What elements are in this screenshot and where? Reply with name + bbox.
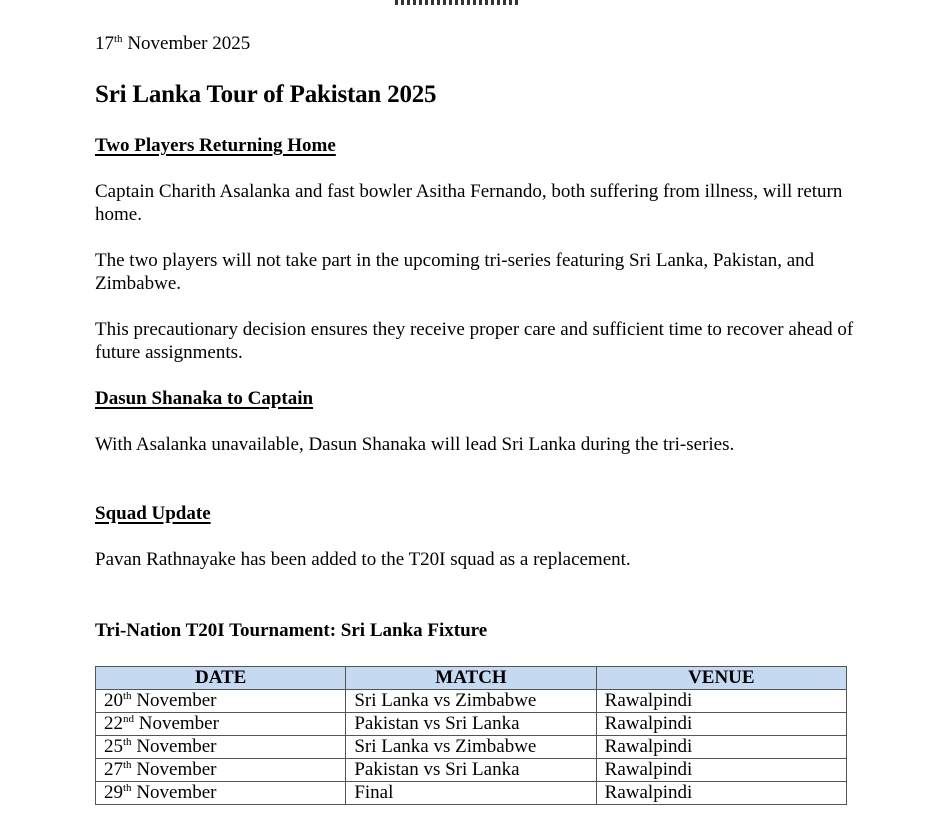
date-day: 17 — [95, 33, 114, 54]
cell-venue: Rawalpindi — [596, 782, 846, 805]
date-month: November — [131, 736, 217, 757]
table-row — [96, 736, 847, 759]
paragraph-not-take-part: The two players will not take part in the upcoming tri-series featuring Sri Lanka, Pakistan, and Zimbabwe. — [95, 250, 815, 294]
table-row — [96, 782, 847, 805]
cell-match: Pakistan vs Sri Lanka — [346, 713, 596, 736]
table-row — [96, 690, 847, 713]
cell-match: Pakistan vs Sri Lanka — [346, 759, 596, 782]
paragraph-precautionary: This precautionary decision ensures they receive proper care and sufficient time to recover ahead of future assignments. — [95, 319, 854, 363]
cell-date — [96, 736, 346, 759]
cell-date — [96, 713, 346, 736]
cell-match: Sri Lanka vs Zimbabwe — [346, 690, 596, 713]
date-day: 29 — [104, 782, 123, 803]
cell-venue: Rawalpindi — [596, 736, 846, 759]
release-date — [95, 33, 250, 55]
date-month: November — [131, 782, 217, 803]
table-row — [96, 713, 847, 736]
heading-shanaka-captain: Dasun Shanaka to Captain — [95, 388, 314, 409]
date-day: 27 — [104, 759, 123, 780]
column-header-venue: VENUE — [596, 667, 846, 690]
cell-match: Sri Lanka vs Zimbabwe — [346, 736, 596, 759]
column-header-date: DATE — [96, 667, 346, 690]
cell-date — [96, 690, 346, 713]
fixture-title: Tri-Nation T20I Tournament: Sri Lanka Fixture — [95, 620, 488, 641]
date-month: November — [131, 690, 217, 711]
date-rest: November 2025 — [122, 33, 251, 54]
cell-date — [96, 759, 346, 782]
cell-match: Final — [346, 782, 596, 805]
column-header-match: MATCH — [346, 667, 596, 690]
heading-two-players-returning: Two Players Returning Home — [95, 135, 336, 156]
date-day: 22 — [104, 713, 123, 734]
paragraph-replacement: Pavan Rathnayake has been added to the T20I squad as a replacement. — [95, 549, 631, 570]
date-suffix: th — [123, 736, 132, 748]
page-title: Sri Lanka Tour of Pakistan 2025 — [95, 81, 437, 108]
date-suffix: th — [123, 759, 132, 771]
fixture-header-row — [96, 667, 847, 690]
date-suffix: th — [123, 782, 132, 794]
date-suffix: nd — [123, 713, 134, 725]
date-day: 25 — [104, 736, 123, 757]
table-row — [96, 759, 847, 782]
cell-date — [96, 782, 346, 805]
cell-venue: Rawalpindi — [596, 759, 846, 782]
cell-venue: Rawalpindi — [596, 713, 846, 736]
date-suffix: th — [123, 690, 132, 702]
date-month: November — [131, 759, 217, 780]
clipped-header-sliver — [395, 0, 520, 5]
cell-venue: Rawalpindi — [596, 690, 846, 713]
paragraph-players-return: Captain Charith Asalanka and fast bowler Asitha Fernando, both suffering from illness, will return home. — [95, 181, 843, 225]
date-day: 20 — [104, 690, 123, 711]
heading-squad-update: Squad Update — [95, 503, 211, 524]
fixture-table — [95, 666, 847, 805]
date-suffix: th — [114, 33, 123, 45]
paragraph-shanaka-lead: With Asalanka unavailable, Dasun Shanaka will lead Sri Lanka during the tri-series. — [95, 434, 735, 455]
date-month: November — [134, 713, 219, 734]
